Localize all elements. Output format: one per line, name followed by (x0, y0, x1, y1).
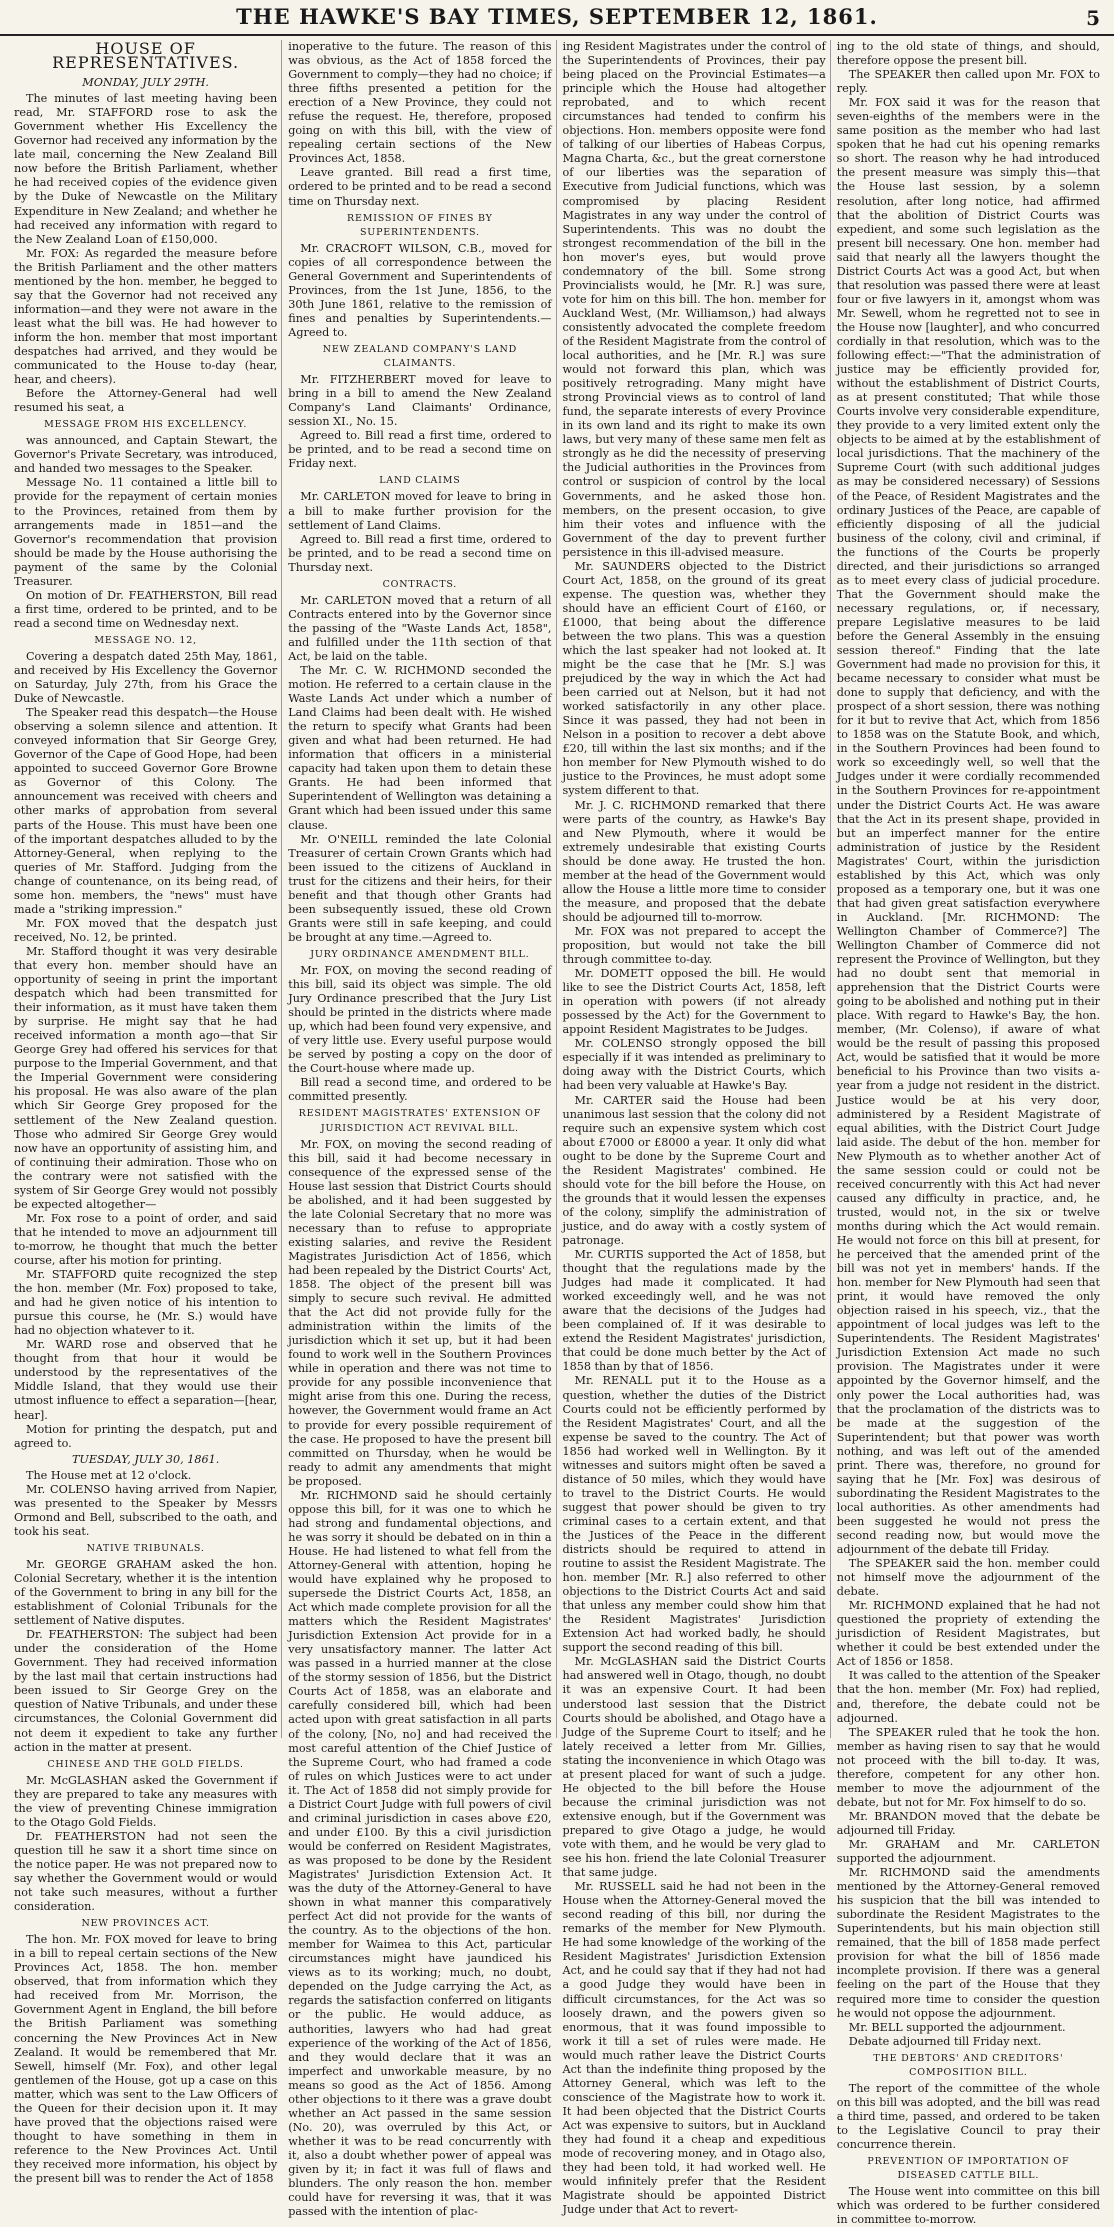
paragraph: Mr. FOX, on moving the second reading of this bill, said it had become necessary in consequence of the expressed sense of the House last session that District Courts should be abolished, and it had been suggested by the late Colonial Secretary that no more was necessary than to refuse to appropriate existing salaries, and revive the Resident Magistrates Jurisdiction Act of 1856, which had been repealed by the District Courts' Act, 1858. The object of the present bill was simply to secure such revival. He admitted that the Act did not provide fully for the administration within the limits of the jurisdiction which it set up, but it had been found to work well in the Southern Provinces while in operation and there was not time to provide for any possible inconvenience that might arise from this one. During the recess, however, the Government would frame an Act to provide for every possible requirement of the case. He proposed to have the present bill committed on Thursday, when he would be ready to admit any amendments that might be proposed. (288, 1137, 552, 1488)
subheading: MESSAGE FROM HIS EXCELLENCY. (44, 419, 248, 431)
paragraph: Debate adjourned till Friday next. (848, 2034, 1042, 2048)
page-number: 5 (1086, 6, 1100, 30)
column-1 (14, 39, 282, 2185)
paragraph: Mr. McGLASHAN asked the Government if they are prepared to take any measures with the view of preventing Chinese immigration to the Otago Gold Fields. (14, 1773, 278, 1829)
subheading: NEW PROVINCES ACT. (81, 1918, 210, 1930)
paragraph: ing to the old state of things, and should, therefore oppose the present bill. (836, 40, 1100, 68)
paragraph: Mr. RICHMOND explained that he had not questioned the propriety of extending the jurisdiction of Resident Magistrates, but whether it could be best extended under the Act of 1856 or 1858. (836, 1599, 1100, 1669)
paragraph: Agreed to. Bill read a first time, ordered to be printed, and to be read a second time on Friday next. (288, 429, 552, 471)
paragraph: The SPEAKER ruled that he took the hon. member as having risen to say that he would not proceed with the bill to-day. It was, therefore, competent for any other hon. member to move the adjournment of the debate, but not for Mr. Fox himself to do so. (836, 1725, 1100, 1809)
paragraph: The House met at 12 o'clock. (26, 1468, 192, 1482)
paragraph: inoperative to the future. The reason of this was obvious, as the Act of 1858 forced the Government to comply—they had no choice; if three fifths presented a petition for the erection of a New Province, they could not refuse the request. He, therefore, proposed going on with this bill, with the view of repealing certain sections of the New Provinces Act, 1858. (288, 40, 552, 166)
paragraph: The SPEAKER then called upon Mr. FOX to reply. (836, 68, 1100, 96)
paragraph: was announced, and Captain Stewart, the Governor's Private Secretary, was introduced, and handed two messages to the Speaker. (14, 434, 278, 476)
subheading: RESIDENT MAGISTRATES' EXTENSION OF JURISDICTION ACT REVIVAL BILL. (298, 1108, 542, 1134)
paragraph: Dr. FEATHERSTON had not seen the question till he saw it a short time since on the notice paper. He was not prepared now to say whether the Government would or would not take such measures, without a further consideration. (14, 1829, 278, 1914)
paragraph: Covering a despatch dated 25th May, 1861, and received by His Excellency the Governor on Saturday, July 27th, from his Grace the Duke of Newcastle. (14, 649, 278, 706)
session-date: MONDAY, JULY 29TH. (82, 76, 209, 90)
subheading: JURY ORDINANCE AMENDMENT BILL. (310, 948, 530, 960)
paragraph: The hon. Mr. FOX moved for leave to bring in a bill to repeal certain sections of the New Provinces Act, 1858. The hon. member observed, that from information which they had received from Mr. Morrison, the Government Agent in England, the bill before the British Parliament was something concerning the New Provinces Act in New Zealand. It would be remembered that Mr. Sewell, himself (Mr. Fox), and other legal gentlemen of the House, got up a case on this matter, which was sent to the Law Officers of the Queen for their decision upon it. It may have proved that the objections raised were thought to have something in them in reference to the New Provinces Act. Until they received more information, his object by the present bill was to render the Act of 1858 (14, 1933, 278, 2185)
subheading: REMISSION OF FINES BY SUPERINTENDENTS. (347, 212, 493, 238)
paragraph: Motion for printing the despatch, put and agreed to. (14, 1422, 278, 1450)
paragraph: Mr. J. C. RICHMOND remarked that there were parts of the country, as Hawke's Bay and New Plymouth, where it would be extremely undesirable that existing Courts should be done away. He trusted the hon. member at the head of the Government would allow the House a little more time to consider the measure, and proposed that the debate should be adjourned till to-morrow. (562, 798, 826, 924)
paragraph: Mr. Fox rose to a point of order, and said that he intended to move an adjournment till to-morrow, he thought that much the better course, after his motion for printing. (14, 1211, 278, 1267)
paragraph: Leave granted. Bill read a first time, ordered to be printed and to be read a second time on Thursday next. (288, 166, 552, 208)
paragraph: Bill read a second time, and ordered to be committed presently. (288, 1076, 552, 1104)
paragraph: Mr. RICHMOND said he should certainly oppose this bill, for it was one to which he had strong and fundamental objections, and he was sorry it should be debated on in thin a House. He had listened to what fell from the Attorney-General with attention, hoping he would have explained why he proposed to supersede the District Courts Act, 1858, an Act which made complete provision for all the matters which the Resident Magistrates' Jurisdiction Extension Act provide for in a very unsatisfactory manner. The latter Act was passed in a hurried manner at the close of the stormy session of 1856, but the District Courts Act of 1858, was an elaborate and carefully considered bill, which had been acted upon with great satisfaction in all parts of the colony, [No, no] and had received the most careful attention of the Chief Justice of the Supreme Court, who had framed a code of rules on which Justices were to act under it. The Act of 1858 did not simply provide for a District Court Judge with full powers of civil and criminal jurisdiction in cases above £20, and under £100. By this a civil jurisdiction would be conferred on Resident Magistrates, as was proposed to be done by the Resident Magistrates' Jurisdiction Extension Act. It was the duty of the Attorney-General to have shown in what manner this comparatively perfect Act did not provide for the wants of the country. As to the objections of the hon. member for Waimea to this Act, particular circumstances might have jaundiced his views as to its working; much, no doubt, depended on the Judge carrying the Act, as regards the satisfaction conferred on litigants or the public. He would adduce, as authorities, lawyers who had had great experience of the working of the Act of 1856, and they would declare that it was an imperfect and unworkable measure, by no means so good as the Act of 1856. Among other objections to it there was a grave doubt whether an Act passed in the same session (No. 20), was overruled by this Act, or whether it was to be read concurrently with it, also a doubt whether power of appeal was given by it; in fact it was full of flaws and blunders. The only reason the hon. member could have for reversing it was, that it was passed with the intention of plac- (288, 1488, 552, 2219)
paragraph: Mr. STAFFORD quite recognized the step the hon. member (Mr. Fox) proposed to take, and had he given notice of his intention to pursue this course, he (Mr. S.) would have had no objection whatever to it. (14, 1268, 278, 1338)
paragraph: The House went into committee on this bill which was ordered to be further considered in committee to-morrow. (836, 2185, 1100, 2227)
paragraph: Mr. BRANDON moved that the debate be adjourned till Friday. (836, 1809, 1100, 1837)
subheading: NEW ZEALAND COMPANY'S LAND CLAIMANTS. (322, 343, 518, 370)
subheading: MESSAGE NO. 12, (94, 634, 197, 646)
subheading: LAND CLAIMS (379, 475, 461, 487)
paragraph: Mr. FOX: As regarded the measure before the British Parliament and the other matters mentioned by the hon. member, he begged to say that the Governor had not received any information—and they were not aware in the least what the bill was. He had however to inform the hon. member that most important despatches had arrived, and they would be communicated to the House to-day (hear, hear, and cheers). (14, 246, 278, 387)
column-3 (562, 40, 831, 2217)
paragraph: Mr. Stafford thought it was very desirable that every hon. member should have an opportunity of seeing in print the important despatch which had been transmitted for their information, as it must have taken them by surprise. He might say that he had received information a month ago—that Sir George Grey had offered his services for that purpose to the Imperial Government, and that the Imperial Government were considering his proposal. He was also aware of the plan which Sir George Grey proposed for the settlement of the New Zealand question. Those who admired Sir George Grey would now have an opportunity of assisting him, and of continuing their admiration. Those who on the contrary were not satisfied with the system of Sir George Grey would not possibly be expected altogether— (14, 944, 278, 1211)
subheading: CONTRACTS. (382, 578, 458, 590)
paragraph: The Mr. C. W. RICHMOND seconded the motion. He referred to a certain clause in the Waste Lands Act under which a number of Land Claims had been dealt with. He wished the return to specify what Grants had been given and what had been returned. He had information that officers in a ministerial capacity had taken upon them to detain these Grants. He had been informed that Superintendent of Wellington was detaining a Grant which had been issued under this same clause. (288, 664, 552, 832)
paragraph: Mr. RICHMOND said the amendments mentioned by the Attorney-General removed his suspicion that the bill was intended to subordinate the Resident Magistrates to the Superintendents, but his main objection still remained, that the bill of 1858 made perfect provision for what the bill of 1856 made incomplete provision. If there was a general feeling on the part of the House that they required more time to consider the question he would not oppose the adjournment. (836, 1866, 1100, 2020)
paragraph: ing Resident Magistrates under the control of the Superintendents of Provinces, their pay being placed on the Provincial Estimates—a principle which the House had altogether reprobated, and to which recent circumstances had tended to confirm his objections. Hon. members opposite were fond of talking of our liberties of Habeas Corpus, Magna Charta, &c., but the great cornerstone of our liberties was the separation of Executive from Judicial functions, which was compromised by placing Resident Magistrates in any way under the control of Superintendents. This was no doubt the strongest recommendation of the bill in the hon mover's eyes, but would prove condemnatory of the bill. Some strong Provincialists would, he [Mr. R.] was sure, vote for him on this bill. The hon. member for Auckland West, (Mr. Williamson,) had always consistently advocated the complete freedom of the Resident Magistrate from the control of local authorities, and he [Mr. R.] was sure would not forward this plan, which was positively retrograding. Many might have strong Provincial views as to control of land fund, the separate interests of every Province in its own land and its right to make its own laws, but very many of these same men felt as strongly as he did the necessity of preserving the Judicial authorities in the Provinces from control or suspicion of control by the local Governments, and he asked those hon. members, on the present occasion, to give him their votes and influence with the Government of the day to prevent further persistence in this ill-advised measure. (562, 40, 826, 559)
paragraph: The report of the committee of the whole on this bill was adopted, and the bill was read a third time, passed, and ordered to be taken to the Legislative Council to pray their concurrence therein. (836, 2081, 1100, 2151)
paragraph: Mr. WARD rose and observed that he thought from that hour it would be understood by the representatives of the Middle Island, that they would use their utmost influence to effect a separation—[hear, hear]. (14, 1338, 278, 1422)
paragraph: The Speaker read this despatch—the House observing a solemn silence and attention. It conveyed information that Sir George Grey, Governor of the Cape of Good Hope, had been appointed to succeed Governor Gore Browne as Governor of this Colony. The announcement was received with cheers and other marks of approbation from several parts of the House. This must have been one of the important despatches alluded to by the Attorney-General, when replying to the queries of Mr. Stafford. Judging from the change of countenance, on its being read, of some hon. members, the "news" must have made a "striking impression." (14, 706, 278, 916)
paragraph: Mr. RUSSELL said he had not been in the House when the Attorney-General moved the second reading of this bill, nor during the remarks of the member for New Plymouth. He had some knowledge of the working of the Resident Magistrates' Jurisdiction Extension Act, and he could say that if they had not had a good Judge they would have been in difficult circumstances, for the Act was so loosely drawn, and the powers given so enormous, that it was found impossible to work it till a set of rules were made. He would much rather leave the District Courts Act than the indefinite thing proposed by the Attorney General, which was left to the conscience of the Magistrate how to work it. It had been objected that the District Courts Act was expensive to suitors, but in Auckland they had found it a cheap and expeditious mode of recovering money, and in Otago also, they had been told, it had worked well. He would infinitely prefer that the Resident Magistrate should be appointed District Judge under that Act to revert- (562, 1880, 826, 2217)
paragraph: Agreed to. Bill read a first time, ordered to be printed, and to be read a second time on Thursday next. (288, 532, 552, 574)
paragraph: Mr. CRACROFT WILSON, C.B., moved for copies of all correspondence between the General Government and Superintendents of Provinces, from the 1st June, 1856, to the 30th June 1861, relative to the remission of fines and penalties by Superintendents.—Agreed to. (288, 241, 552, 339)
paragraph: Mr. FOX moved that the despatch just received, No. 12, be printed. (14, 916, 278, 944)
paragraph: Before the Attorney-General had well resumed his seat, a (14, 387, 278, 415)
subheading: THE DEBTORS' AND CREDITORS' COMPOSITION BILL. (873, 2052, 1064, 2078)
paragraph: Mr. CARLETON moved that a return of all Contracts entered into by the Governor since the passing of the "Waste Lands Act, 1858", and fulfilled under the 11th section of that Act, be laid on the table. (288, 593, 552, 663)
paragraph: Mr. SAUNDERS objected to the District Court Act, 1858, on the ground of its great expense. The question was, whether they should have an efficient Court of £160, or £1000, that being about the difference between the two plans. This was a question which the last speaker had not looked at. It might be the case that he [Mr. S.] was prejudiced by the way in which the Act had been carried out at Nelson, but it had not worked satisfactorily in any other place. Since it was passed, they had not been in Nelson in a position to recover a debt above £20, till within the last six months; and if the hon member for New Plymouth wished to do justice to the Provinces, he must adopt some system different to that. (562, 559, 826, 798)
subheading: NATIVE TRIBUNALS. (86, 1542, 205, 1554)
paragraph: Mr. FOX, on moving the second reading of this bill, said its object was simple. The old Jury Ordinance prescribed that the Jury List should be printed in the districts where made up, which had been found very expensive, and of very little use. Every useful purpose would be served by posting a copy on the door of the Court-house where made up. (288, 964, 552, 1076)
paragraph: Mr. GEORGE GRAHAM asked the hon. Colonial Secretary, whether it is the intention of the Government to bring in any bill for the establishment of Colonial Tribunals for the settlement of Native disputes. (14, 1557, 278, 1628)
article-columns (14, 39, 1104, 2227)
paragraph: Mr. CARLETON moved for leave to bring in a bill to make further provision for the settlement of Land Claims. (288, 490, 552, 532)
paragraph: Mr. CURTIS supported the Act of 1858, but thought that the regulations made by the Judges had made it complicated. It had worked exceedingly well, and he was not aware that the decisions of the Judges had been complained of. If it was desirable to extend the Resident Magistrates' jurisdiction, that could be done much better by the Act of 1858 than by that of 1856. (562, 1248, 826, 1374)
paragraph: The minutes of last meeting having been read, Mr. STAFFORD rose to ask the Government whether His Excellency the Governor had received any information by the late mail, concerning the New Zealand Bill now before the British Parliament, whether he had received copies of the evidence given by the Duke of Newcastle on the Military Expenditure in New Zealand; and whether he had received any information with regard to the New Zealand Loan of £150,000. (14, 92, 278, 246)
session-date: TUESDAY, JULY 30, 1861. (71, 1452, 220, 1466)
paragraph: Mr. O'NEILL reminded the late Colonial Treasurer of certain Crown Grants which had been issued to the citizens of Auckland in trust for the citizens and their heirs, for their benefit and that though other Grants had been subsequently issued, these old Crown Grants were still in safe keeping, and could be brought at any time.—Agreed to. (288, 832, 552, 944)
section-heading: HOUSE OF REPRESENTATIVES. (52, 39, 240, 73)
paragraph: Mr. GRAHAM and Mr. CARLETON supported the adjournment. (836, 1838, 1100, 1866)
paragraph: Mr. FITZHERBERT moved for leave to bring in a bill to amend the New Zealand Company's Land Claimants' Ordinance, session XI., No. 15. (288, 373, 552, 429)
masthead (0, 0, 1114, 36)
paragraph: Mr. FOX said it was for the reason that seven-eighths of the members were in the same position as the member who had last spoken that he had cut his opening remarks so short. The reason why he had introduced the present measure was simply this—that the House last session, by a solemn resolution, after long notice, had affirmed that the abolition of District Courts was expedient, and some such legislation as the present bill necessary. One hon. member had said that nearly all the lawyers thought the District Courts Act was a good Act, but when that resolution was passed there were at least four or five lawyers in it, amongst whom was Mr. Sewell, whom he regretted not to see in the House now [laughter], and who concurred cordially in that resolution, which was to the following effect:—"That the administration of justice may be efficiently provided for, without the establishment of District Courts, as at present constituted; That while those Courts involve very considerable expenditure, they provide to a very limited extent only the objects to be aimed at by the establishment of local jurisdictions. That the machinery of the Supreme Court (with such additional judges as may be considered necessary) of Sessions of the Peace, of Resident Magistrates and the ordinary Justices of the Peace, are capable of efficiently disposing of all the judicial business of the colony, civil and criminal, if the functions of the Courts be properly directed, and their jurisdictions so arranged as to meet every class of judicial procedure. That the Government should make the necessary regulations, or, if necessary, prepare Legislative measures to be laid before the General Assembly in the ensuing session thereof." Finding that the late Government had made no provision for this, it became necessary to consider what must be done to supply that deficiency, and with the prospect of a short session, there was nothing for it but to revive that Act, which from 1856 to 1858 was on the Statute Book, and which, in the Southern Provinces had been found to work so exceedingly well, so well that the Judges under it were cordially recommended in the Southern Provinces for re-appointment under the District Courts Act. He was aware that the Act in its present shape, provided in but an imperfect manner for the entire administration of justice by the Resident Magistrates' Court, within the jurisdiction established by this Act, which was only proposed as a temporary one, but it was one that had given great satisfaction everywhere in Auckland. [Mr. RICHMOND: The Wellington Chamber of Commerce?] The Wellington Chamber of Commerce did not represent the Province of Wellington, but they had no doubt sent that memorial in apprehension that the District Courts were going to be abolished and nothing put in their place. With regard to Hawke's Bay, the hon. member, (Mr. Colenso), if aware of what would be the result of passing this proposed Act, would be satisfied that it would be more beneficial to his Province than two visits a-year from a judge not resident in the district. Justice would be at his very door, administered by a Resident Magistrate of equal abilities, with the District Court Judge laid aside. The debut of the hon. member for New Plymouth as to whether another Act of the same session could or could not be received concurrently with this Act had never caused any difficulty in practice, and, he trusted, would not, in the six or twelve months during which the Act would remain. He would not force on this bill at present, for he perceived that the amended print of the bill was not yet in members' hands. If the hon. member for New Plymouth had seen that print, it would have removed the only objection raised in his speech, viz., that the appointment of local judges was left to the Superintendents. The Resident Magistrates' Jurisdiction Extension Act made no such provision. The Magistrates under it were appointed by the Governor himself, and the only power the Local authorities had, was that the proclamation of the districts was to be made at the suggestion of the Superintendent; but that power was worth nothing, and was left out of the amended print. There was, therefore, no ground for saying that he [Mr. Fox] was desirous of subordinating the Resident Magistrates to the local authorities. As other amendments had been suggested he would not press the second reading now, but would move the adjournment of the debate till Friday. (836, 96, 1100, 1557)
subheading: PREVENTION OF IMPORTATION OF DISEASED CATTLE BILL. (867, 2156, 1070, 2182)
paragraph: Mr. FOX was not prepared to accept the proposition, but would not take the bill through committee to-day. (562, 924, 826, 967)
newspaper-title: THE HAWKE'S BAY TIMES, SEPTEMBER 12, 1861. (236, 4, 878, 29)
paragraph: Mr. BELL supported the adjournment. (848, 2020, 1066, 2034)
paragraph: Mr. DOMETT opposed the bill. He would like to see the District Courts Act, 1858, left in operation with powers (if not already possessed by the Act) for the Government to appoint Resident Magistrates to be Judges. (562, 967, 826, 1037)
paragraph: Mr. COLENSO having arrived from Napier, was presented to the Speaker by Messrs Ormond and Bell, subscribed to the oath, and took his seat. (14, 1482, 278, 1538)
paragraph: Mr. McGLASHAN said the District Courts had answered well in Otago, though, no doubt it was an expensive Court. It had been understood last session that the District Courts should be abolished, and Otago have a Judge of the Supreme Court to itself; and he lately received a letter from Mr. Gillies, stating the inconvenience in which Otago was at present placed for want of such a judge. He objected to the bill before the House because the criminal jurisdiction was not extensive enough, but if the Government was prepared to give Otago a judge, he would vote with them, and he would be very glad to see his hon. friend the late Colonial Treasurer that same judge. (562, 1655, 826, 1880)
paragraph: The SPEAKER said the hon. member could not himself move the adjournment of the debate. (836, 1557, 1100, 1599)
paragraph: Mr. CARTER said the House had been unanimous last session that the colony did not require such an expensive system which cost about £7000 or £8000 a year. It only did what ought to be done by the Supreme Court and the Resident Magistrates' combined. He should vote for the bill before the House, on the grounds that it would lessen the expenses of the colony, simplify the administration of justice, and do away with a costly system of patronage. (562, 1093, 826, 1247)
paragraph: Dr. FEATHERSTON: The subject had been under the consideration of the Home Government. They had received information by the last mail that certain instructions had been issued to Sir George Grey on the question of Native Tribunals, and under these circumstances, the Colonial Government did not deem it expedient to take any further action in the matter at present. (14, 1628, 278, 1754)
paragraph: Message No. 11 contained a little bill to provide for the repayment of certain monies to the Provinces, retained from them by arrangements made in 1851—and the Governor's recommendation that provision should be made by the House authorising the payment of the same by the Colonial Treasurer. (14, 476, 278, 588)
paragraph: Mr. RENALL put it to the House as a question, whether the duties of the District Courts could not be efficiently performed by the Resident Magistrates' Court, and all the expense be saved to the country. The Act of 1856 had worked well in Wellington. By it witnesses and suitors might often be saved a distance of 50 miles, which they would have to travel to the District Courts. He would suggest that power should be given to try criminal cases to a certain extent, and that the Justices of the Peace in the different districts should be required to attend in routine to assist the Resident Magistrate. The hon. member [Mr. R.] also referred to other objections to the District Courts Act and said that unless any member could show him that the Resident Magistrates' Jurisdiction Extension Act had worked badly, he should support the second reading of this bill. (562, 1374, 826, 1655)
paragraph: It was called to the attention of the Speaker that the hon. member (Mr. Fox) had replied, and, therefore, the debate could not be adjourned. (836, 1669, 1100, 1725)
column-2 (288, 40, 556, 2219)
paragraph: Mr. COLENSO strongly opposed the bill especially if it was intended as preliminary to doing away with the District Courts, which had been very valuable at Hawke's Bay. (562, 1037, 826, 1093)
column-4 (836, 40, 1104, 2227)
paragraph: On motion of Dr. FEATHERSTON, Bill read a first time, ordered to be printed, and to be read a second time on Wednesday next. (14, 588, 278, 630)
subheading: CHINESE AND THE GOLD FIELDS. (47, 1758, 244, 1770)
